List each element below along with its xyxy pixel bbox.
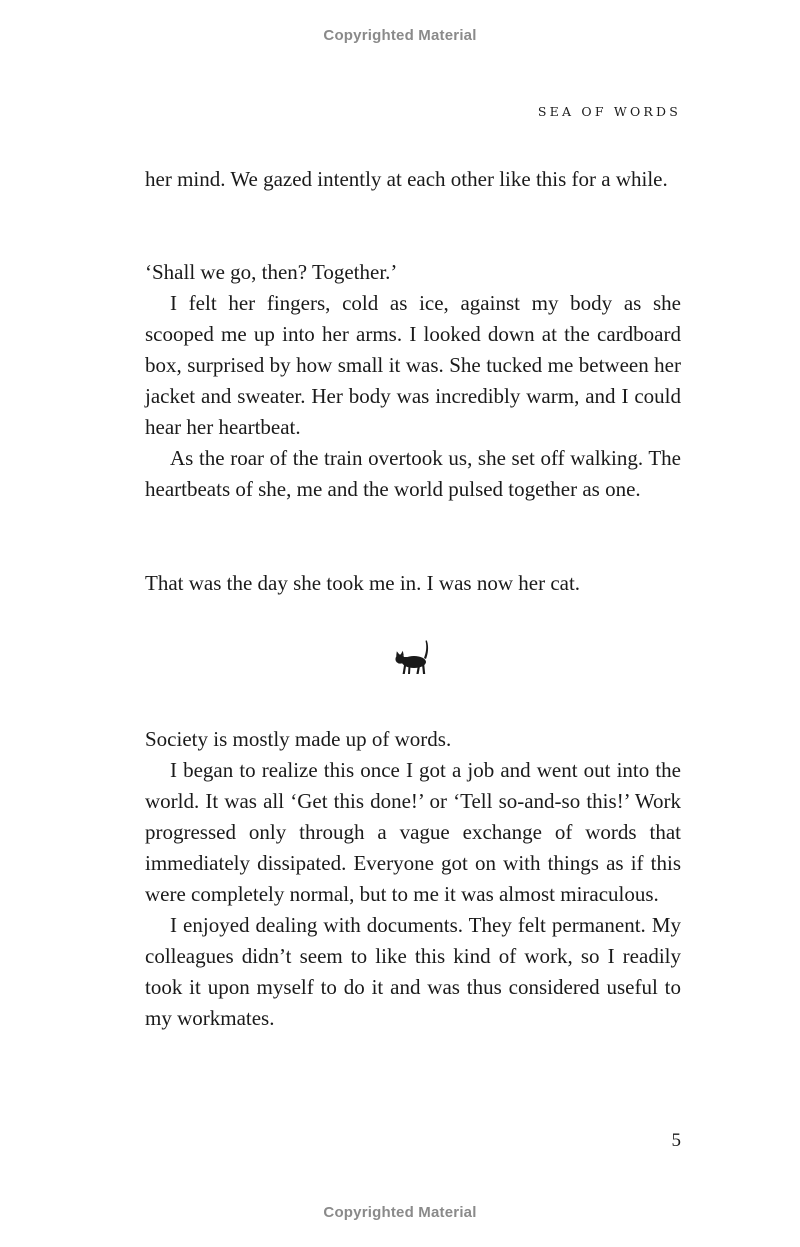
cat-icon — [391, 636, 433, 678]
paragraph: Society is mostly made up of words. — [145, 727, 452, 751]
text-block-1 — [145, 164, 681, 195]
paragraph: I felt her fingers, cold as ice, against my body as she scooped me up into her arms. I looked down at the cardboard box, surprised by how small it was. She tucked me between her jacket and sweater. Her body was incredibly warm, and I could hear her heartbeat. — [145, 291, 681, 439]
paragraph: I enjoyed dealing with documents. They felt permanent. My colleagues didn’t seem to like this kind of work, so I readily took it upon myself to do it and was thus considered useful to my workmates. — [145, 913, 681, 1030]
paragraph: ‘Shall we go, then? Together.’ — [145, 260, 398, 284]
paragraph: I began to realize this once I got a job and went out into the world. It was all ‘Get this done!’ or ‘Tell so-and-so this!’ Work progressed only through a vague exchange of words that immediately dissipated. Everyone got on with things as if this were completely normal, but to me it was almost miraculous. — [145, 758, 681, 906]
text-block-3 — [145, 568, 681, 599]
copyright-watermark-bottom: Copyrighted Material — [323, 1204, 477, 1221]
text-block-2 — [145, 257, 681, 505]
copyright-watermark-top: Copyrighted Material — [323, 27, 477, 44]
page-number: 5 — [671, 1130, 681, 1151]
running-head: SEA OF WORDS — [537, 104, 681, 119]
paragraph: her mind. We gazed intently at each other like this for a while. — [145, 167, 668, 191]
paragraph: As the roar of the train overtook us, she set off walking. The heartbeats of she, me and the world pulsed together as one. — [145, 446, 681, 501]
paragraph: That was the day she took me in. I was now her cat. — [145, 571, 581, 595]
text-block-4 — [145, 724, 681, 1034]
